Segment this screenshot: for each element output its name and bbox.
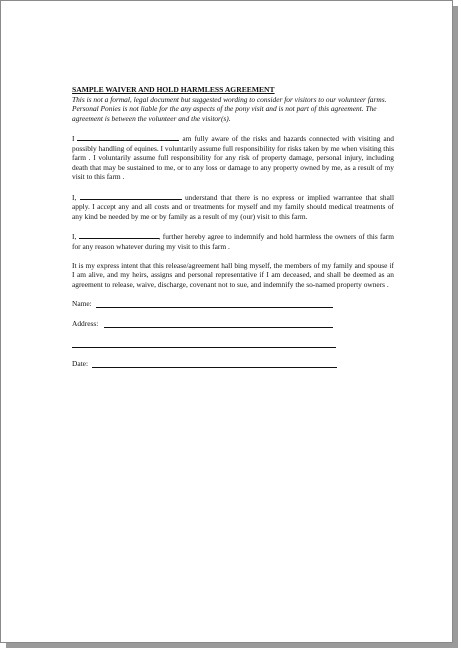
risk-prefix: I — [72, 133, 78, 143]
indemnify-prefix: I, — [72, 231, 79, 241]
date-field[interactable] — [92, 367, 337, 368]
name-blank-2[interactable] — [80, 192, 182, 200]
address-line-2-row — [72, 339, 394, 349]
address-field[interactable] — [104, 327, 333, 328]
name-label: Name: — [72, 299, 92, 309]
page-shadow-bottom — [6, 643, 458, 648]
release-paragraph: It is my express intent that this release/agreement hall bing myself, the members of my family and spouse if I am alive, and my heirs, assigns and personal representative if I am deceased, and shall be deemed as an agreement to release, waive, discharge, covenant not to sue, and indemnify the so-named property owners . — [72, 260, 394, 289]
name-field[interactable] — [96, 307, 333, 308]
date-label: Date: — [72, 359, 89, 369]
risk-text: am fully aware of the risks and hazards connected with visiting and possibly handling of equines. I voluntarily assume full responsibility for risks taken by me when visiting this farm . I voluntarily assume full responsibility for any risk of property damage, personal injury, including death that may be sustained to me, or to any loss or damage to any property owned by me, as a result of my visit to this farm . — [72, 133, 394, 182]
name-blank-3[interactable] — [79, 231, 159, 239]
risk-paragraph — [72, 133, 394, 182]
warranty-text: understand that there is no express or implied warrantee that shall apply. I accept any and all costs and or treatments for myself and my family should medical treatments of any kind be needed by me or by family as a result of my (our) visit to this farm. — [72, 192, 394, 221]
page-shadow-right — [453, 6, 458, 647]
document-title: SAMPLE WAIVER AND HOLD HARMLESS AGREEMENT — [72, 85, 275, 94]
warranty-prefix: I, — [72, 192, 80, 202]
indemnify-text: , further hereby agree to indemnify and hold harmless the owners of this farm for any reason whatever during my visit to this farm . — [72, 231, 394, 251]
date-field-row — [72, 359, 394, 369]
intro-note: This is not a formal, legal document but suggested wording to consider for visitors to our volunteer farms. Personal Ponies is not liable for the any aspects of the pony visit and is not part of this agreement. The agreement is between the volunteer and the visitor(s). — [72, 94, 387, 123]
warranty-paragraph — [72, 192, 394, 222]
waiver-content — [72, 85, 394, 369]
indemnify-paragraph — [72, 231, 394, 251]
name-blank-1[interactable] — [77, 133, 179, 141]
address-field-line-2[interactable] — [72, 347, 336, 348]
address-field-row — [72, 319, 394, 329]
name-field-row — [72, 299, 394, 309]
address-label: Address: — [72, 319, 99, 329]
